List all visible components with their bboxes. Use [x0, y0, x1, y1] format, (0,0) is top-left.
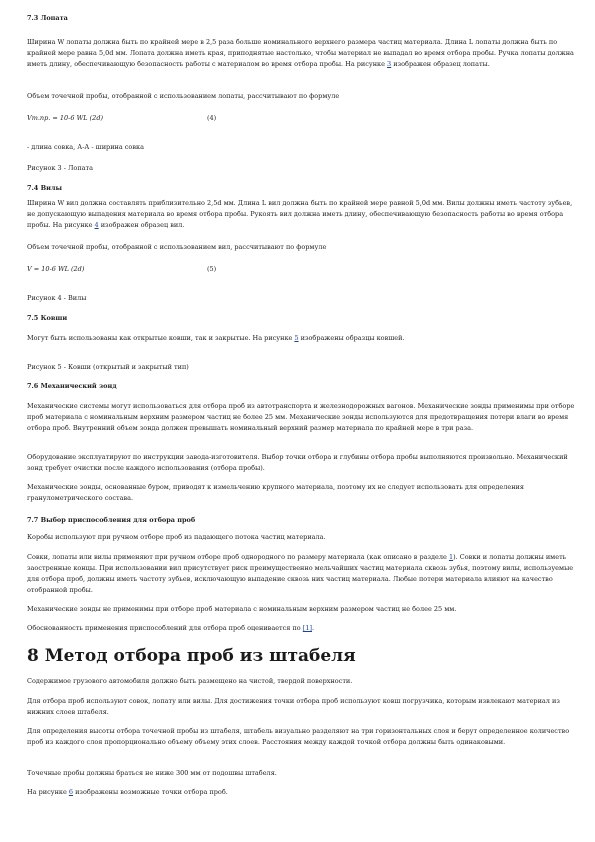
paragraph: Механические зонды, основанные буром, приводят к измельчению крупного материала, поэтому их не следует использовать для определения гранулометрического состава. [27, 483, 524, 502]
formula-4 [27, 113, 575, 124]
formula-number: (4) [207, 114, 217, 122]
paragraph [27, 623, 575, 634]
figure-link-4[interactable]: 4 [94, 221, 99, 229]
section-title-7-3: 7.3 Лопата [27, 14, 68, 22]
paragraph [27, 37, 575, 70]
paragraph: Объем точечной пробы, отобранной с использованием вил, рассчитывают по формуле [27, 243, 327, 251]
section-title-7-7: 7.7 Выбор приспособления для отбора проб [27, 516, 196, 524]
paragraph [27, 333, 575, 344]
figure-caption-4: Рисунок 4 - Вилы [27, 294, 87, 302]
paragraph [27, 552, 575, 596]
formula-text: V = 10-6 WL (2d) [27, 265, 85, 273]
figure-link-5[interactable]: 5 [294, 334, 299, 342]
paragraph-text: Обоснованность применения приспособлений для отбора проб оценивается по [27, 624, 303, 632]
formula-number: (5) [207, 265, 217, 273]
paragraph-text: ). Совки и лопаты должны иметь заостренные концы. При использовании вил присутствует риск преимущественно мельчайших частиц материала сквозь зубья, поэтому вилы, используемые для отбора проб, должны иметь частоту зубьев, исключающую выпадение сквозь них частиц материала. Любые потери материала влияют на качество отобранной пробы. [27, 553, 574, 594]
paragraph: Объем точечной пробы, отобранной с использованием лопаты, рассчитывают по формуле [27, 92, 340, 100]
paragraph-text: На рисунке [27, 788, 69, 796]
paragraph: Содержимое грузового автомобиля должно быть размещено на чистой, твердой поверхности. [27, 677, 353, 685]
figure-caption-3: Рисунок 3 - Лопата [27, 164, 94, 172]
reference-link-1[interactable]: [1] [302, 624, 312, 632]
section-link-1[interactable]: 1 [448, 553, 454, 561]
paragraph: Коробы используют при ручном отборе проб из падающего потока частиц материала. [27, 533, 326, 541]
paragraph: Для определения высоты отбора точечной пробы из штабеля, штабель визуально разделяют на три горизонтальных слоя и берут определенное количество проб из каждого слоя пропорционально объему объему этих слоев. Расстояния между каждой точкой отбора должны быть одинаковыми. [27, 727, 570, 746]
paragraph: Точечные пробы должны браться не ниже 300 мм от подошвы штабеля. [27, 769, 277, 777]
paragraph-text: изображены образцы ковшей. [298, 334, 405, 342]
section-heading-8: 8 Метод отбора проб из штабеля [27, 646, 356, 666]
section-title-7-4: 7.4 Вилы [27, 184, 62, 192]
paragraph: Оборудование эксплуатируют по инструкции завода-изготовителя. Выбор точки отбора и глубины отбора пробы выполняются произвольно. Механический зонд требует очистки после каждого использования (отбора пробы). [27, 453, 568, 472]
formula-5 [27, 264, 575, 275]
section-title-7-5: 7.5 Ковши [27, 314, 68, 322]
paragraph-text: изображены возможные точки отбора проб. [73, 788, 228, 796]
paragraph [27, 198, 575, 231]
paragraph: Механические системы могут использоваться для отбора проб из автотранспорта и железнодорожных вагонов. Механические зонды применимы при отборе проб материала с номинальным верхним размером частиц не более 25 мм. Механические зонды используются для предотвращения потери влаги во время отбора проб. Внутренний объем зонда должен превышать номинальный верхний размер материала по крайней мере в три раза. [27, 402, 575, 432]
paragraph-text: Ширина W вил должна составлять приблизительно 2,5d мм. Длина L вил должна быть по крайней мере равной 5,0d мм. Вилы должны иметь частоту зубьев, не допускающую выпадения материала во время отбора пробы. Рукоять вил должна иметь длину, обеспечивающую безопасность работы во время отбора пробы. На рисунке [27, 199, 573, 229]
paragraph-text: Совки, лопаты или вилы применяют при ручном отборе проб однородного по размеру материала (как описано в разделе [27, 553, 449, 561]
paragraph [27, 787, 575, 798]
paragraph-text: . [312, 624, 315, 632]
figure-note: - длина совка, А-А - ширина совка [27, 143, 144, 151]
figure-link-6[interactable]: 6 [68, 788, 74, 796]
figure-caption-5: Рисунок 5 - Ковши (открытый и закрытый тип) [27, 363, 189, 371]
paragraph: Механические зонды не применимы при отборе проб материала с номинальным верхним размером частиц не более 25 мм. [27, 605, 457, 613]
paragraph-text: Ширина W лопаты должна быть по крайней мере в 2,5 раза больше номинального верхнего размера частиц материала. Длина L лопаты должна быть по крайней мере равна 5,0d мм. Лопата должна иметь края, приподнятые настолько, чтобы материал не выпадал во время отбора пробы. Ручка лопаты должна иметь длину, обеспечивающую безопасность работы с материалом во время отбора пробы. На рисунке [27, 38, 574, 68]
figure-link-3[interactable]: 3 [387, 60, 392, 68]
paragraph: Для отбора проб используют совок, лопату или вилы. Для достижения точки отбора проб используют ковш погрузчика, которым извлекают материал из нижних слоев штабеля. [27, 697, 560, 716]
paragraph-text: изображен образец вил. [98, 221, 185, 229]
paragraph-text: изображен образец лопаты. [391, 60, 490, 68]
formula-text: Vт.пр. = 10-6 WL (2d) [27, 114, 104, 122]
section-title-7-6: 7.6 Механический зонд [27, 382, 117, 390]
paragraph-text: Могут быть использованы как открытые ковши, так и закрытые. На рисунке [27, 334, 295, 342]
